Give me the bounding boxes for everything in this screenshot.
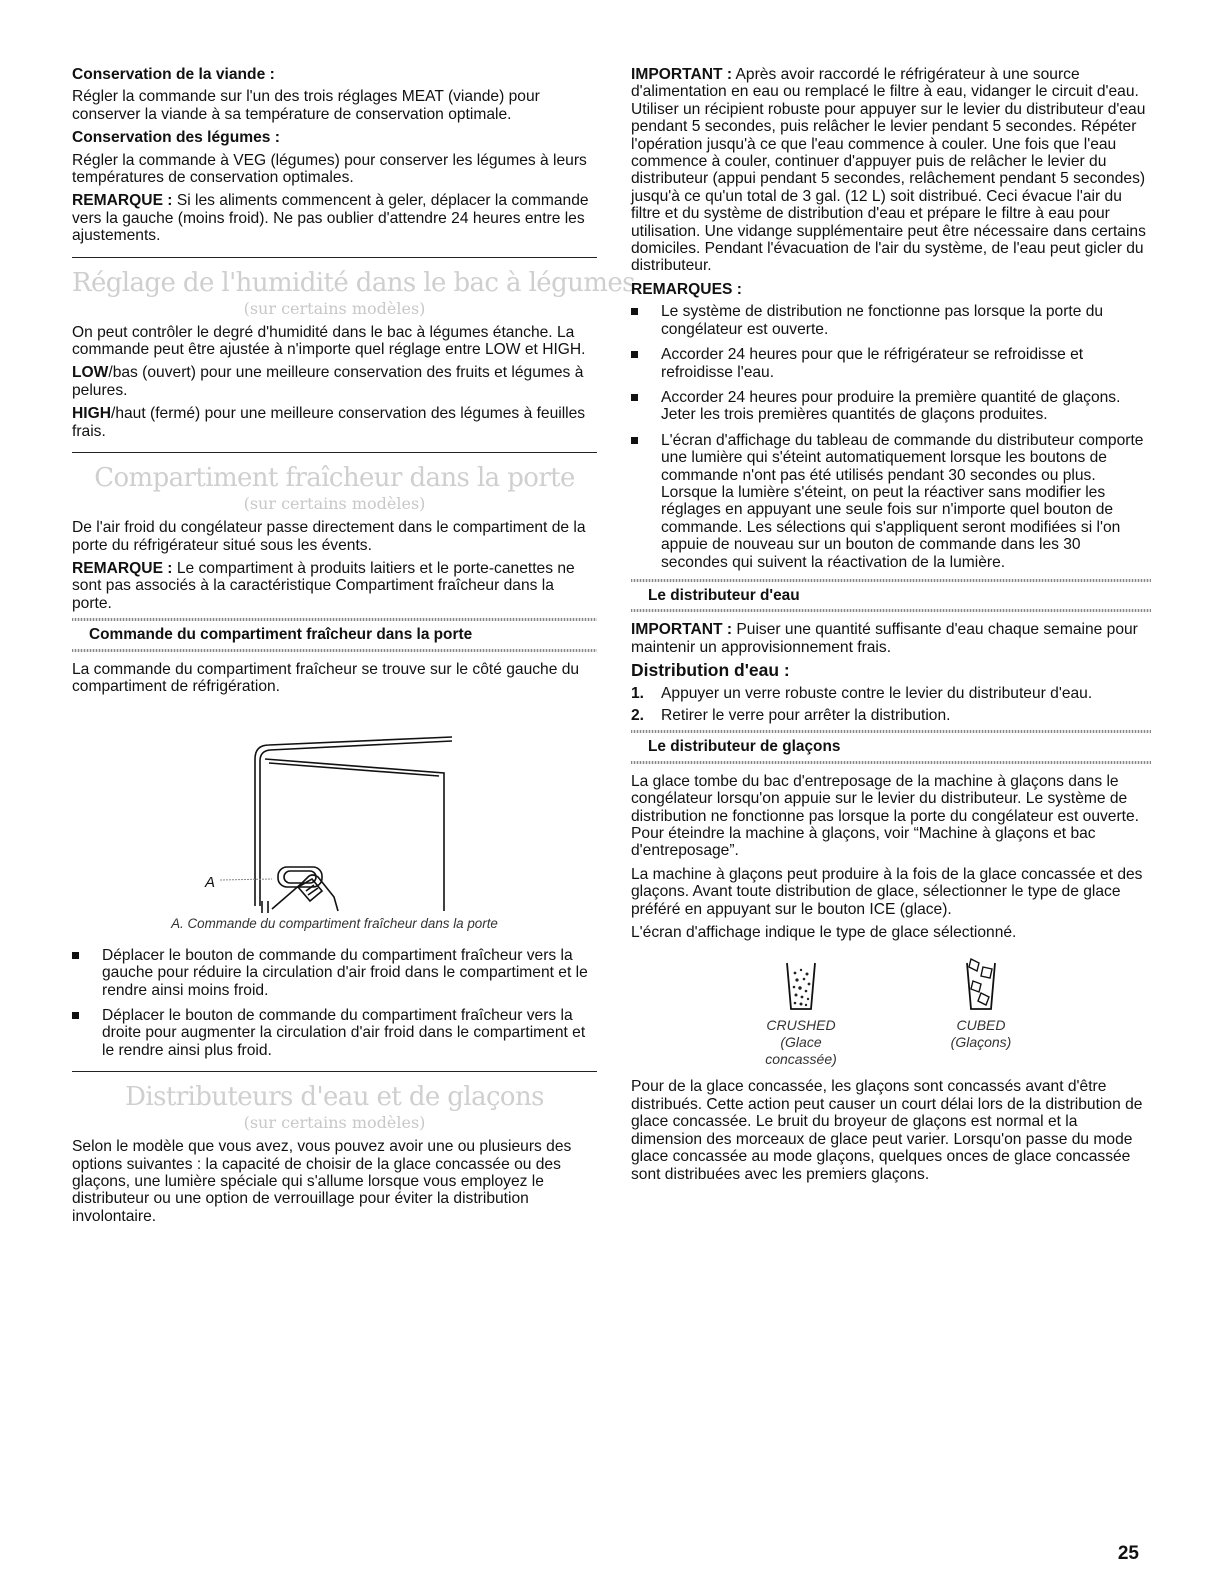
door-fresh-control-box (72, 618, 597, 651)
figure-caption: A. Commande du compartiment fraîcheur dans la porte (171, 916, 498, 932)
door-fresh-note-text: Le compartiment à produits laitiers et le porte-canettes ne sont pas associés à la caractéristique Compartiment fraîcheur dans la porte. (72, 559, 575, 612)
section-title-humidity: Réglage de l'humidité dans le bac à légumes (72, 267, 635, 298)
bullet-square-icon (631, 308, 638, 315)
bullet-text: Le système de distribution ne fonctionne pas lorsque la porte du congélateur est ouverte. (661, 303, 1104, 338)
note-1-text: Si les aliments commencent à geler, déplacer la commande vers la gauche (moins froid). Ne pas oublier d'attendre 24 heures entre les ajustements. (72, 192, 589, 245)
list-item (631, 346, 1151, 381)
important-flush (631, 66, 1151, 275)
bullet-text: Accorder 24 heures pour que le réfrigérateur se refroidisse et refroidisse l'eau. (661, 346, 1084, 381)
crushed-label: CRUSHED (766, 1017, 836, 1034)
water-dispenser-box (631, 579, 1151, 612)
cubed-ice-option (926, 957, 1036, 1068)
door-fresh-bullets (72, 947, 597, 1059)
section-subtitle-dispensers: (sur certains modèles) (243, 1113, 426, 1133)
ice-text-4: Pour de la glace concassée, les glaçons sont concassés avant d'être distribués. Cette action peut causer un court délai lors de la distribution de glace concassée. Le bruit du broyeur de glaçons est normal et la dimension des morceaux de glace peut varier. Lorsqu'on passe du mode glace concassée au mode glaçons, quelques onces de glace concassée sont distribuées avec les premiers glaçons. (631, 1078, 1143, 1183)
water-dispenser-title: Le distributeur d'eau (648, 586, 800, 604)
list-item (631, 707, 1151, 724)
important-label: IMPORTANT : (631, 66, 733, 83)
ice-type-icons (631, 957, 1151, 1068)
section-divider (72, 452, 597, 453)
remarques-title: REMARQUES : (631, 280, 742, 298)
list-item (72, 947, 597, 999)
fridge-compartment-illustration (72, 701, 597, 913)
list-item (72, 1007, 597, 1059)
high-label: HIGH (72, 405, 111, 423)
ice-dispenser-box (631, 730, 1151, 763)
cubed-ice-icon (961, 957, 1001, 1013)
hatch-rule (72, 649, 597, 652)
water-steps (631, 685, 1151, 725)
page-number: 25 (1117, 1543, 1139, 1564)
water-dispensing-title: Distribution d'eau : (631, 660, 790, 681)
ice-text-2: La machine à glaçons peut produire à la fois de la glace concassée et des glaçons. Avant toute distribution de glace, sélectionner le type de glace préféré en appuyant sur le bouton ICE (glace). (631, 865, 1143, 918)
door-fresh-note-label: REMARQUE : (72, 559, 173, 577)
high-desc: /haut (fermé) pour une meilleure conservation des légumes à feuilles frais. (72, 405, 586, 440)
section-title-door-fresh: Compartiment fraîcheur dans la porte (94, 463, 575, 494)
veg-text: Régler la commande à VEG (légumes) pour conserver les légumes à leurs températures de conservation optimales. (72, 151, 587, 187)
low-text (72, 364, 597, 399)
section-title-dispensers: Distributeurs d'eau et de glaçons (125, 1082, 544, 1113)
door-fresh-control-text: La commande du compartiment fraîcheur se trouve sur le côté gauche du compartiment de réfrigération. (72, 660, 580, 695)
bullet-square-icon (72, 952, 79, 959)
hatch-rule (631, 609, 1151, 612)
door-fresh-control-title: Commande du compartiment fraîcheur dans la porte (89, 626, 473, 644)
door-fresh-text: De l'air froid du congélateur passe directement dans le compartiment de la porte du réfrigérateur situé sous les évents. (72, 519, 586, 554)
list-item (631, 303, 1151, 338)
crushed-sublabel: (Glace concassée) (765, 1034, 837, 1068)
crushed-ice-option (746, 957, 856, 1068)
figure-label-a: A (204, 874, 215, 892)
important-text: Puiser une quantité suffisante d'eau chaque semaine pour maintenir un approvisionnement frais. (631, 621, 1138, 656)
section-subtitle-door-fresh: (sur certains modèles) (243, 494, 426, 514)
crushed-ice-icon (781, 957, 821, 1013)
low-desc: /bas (ouvert) pour une meilleure conservation des fruits et légumes à pelures. (72, 364, 584, 399)
dispensers-text: Selon le modèle que vous avez, vous pouvez avoir une ou plusieurs des options suivantes : la capacité de choisir de la glace concassée ou des glaçons, une lumière spéciale qui s'allume lorsque vous employez le distributeur ou une option de verrouillage pour éviter la distribution involontaire. (72, 1138, 572, 1225)
veg-title: Conservation des légumes : (72, 129, 280, 147)
high-text (72, 405, 597, 440)
bullet-square-icon (631, 351, 638, 358)
door-fresh-note (72, 560, 597, 612)
section-subtitle-humidity: (sur certains modèles) (243, 298, 426, 318)
bullet-square-icon (72, 1012, 79, 1019)
bullet-square-icon (631, 394, 638, 401)
bullet-text: Déplacer le bouton de commande du compartiment fraîcheur vers la droite pour augmenter la circulation d'air froid dans le compartiment et le rendre ainsi plus froid. (102, 1006, 586, 1059)
hatch-rule (631, 761, 1151, 764)
list-item (631, 389, 1151, 424)
bullet-text: Déplacer le bouton de commande du compartiment fraîcheur vers la gauche pour réduire la circulation d'air froid dans le compartiment et le rendre ainsi moins froid. (102, 946, 588, 999)
section-divider (72, 257, 597, 258)
important-text: Après avoir raccordé le réfrigérateur à une source d'alimentation en eau ou remplacé le filtre à eau, vidanger le circuit d'eau. Utiliser un récipient robuste pour appuyer sur le levier du distributeur d'eau pendant 5 secondes, puis relâcher le levier pendant 5 secondes. Répéter l'opération jusqu'à ce que l'eau commence à couler. Une fois que l'eau commence à couler, continuer d'appuyer puis de relâcher le levier du distributeur (appui pendant 5 secondes, relâchement pendant 5 secondes) jusqu'à ce qu'un total de 3 gal. (12 L) soit distribué. Ceci évacue l'air du filtre et du système de distribution d'eau et prépare le filtre à eau pour utilisation. Une vidange supplémentaire peut être nécessaire dans certains domiciles. Pendant l'évacuation de l'air du système, de l'eau peut gicler du distributeur. (631, 66, 1146, 275)
bullet-text: Accorder 24 heures pour produire la première quantité de glaçons. Jeter les trois premières quantités de glaçons produites. (661, 388, 1121, 424)
list-item (631, 685, 1151, 702)
step-number: 2. (631, 707, 645, 724)
humidity-text: On peut contrôler le degré d'humidité dans le bac à légumes étanche. La commande peut être ajustée à n'importe quel réglage entre LOW et HIGH. (72, 323, 586, 359)
remarques-list (631, 303, 1151, 571)
note-1 (72, 192, 597, 244)
door-fresh-figure (72, 701, 597, 913)
step-text: Retirer le verre pour arrêter la distribution. (661, 707, 951, 724)
section-divider (72, 1071, 597, 1072)
left-column (72, 66, 635, 1231)
important-label: IMPORTANT : (631, 621, 733, 639)
bullet-square-icon (631, 437, 638, 444)
cubed-sublabel: (Glaçons) (950, 1034, 1012, 1051)
cubed-label: CUBED (956, 1017, 1006, 1034)
list-item (631, 432, 1151, 571)
ice-text-1: La glace tombe du bac d'entreposage de la machine à glaçons dans le congélateur lorsqu'on appuie sur le levier du distributeur. Le système de distribution ne fonctionne pas lorsque la porte du congélateur est ouverte. Pour éteindre la machine à glaçons, voir “Machine à glaçons et bac d'entreposage”. (631, 772, 1139, 860)
ice-dispenser-title: Le distributeur de glaçons (648, 738, 841, 756)
important-weekly (631, 621, 1151, 656)
meat-text: Régler la commande sur l'un des trois réglages MEAT (viande) pour conserver la viande à sa température de conservation optimale. (72, 88, 540, 123)
ice-text-3: L'écran d'affichage indique le type de glace sélectionné. (631, 924, 1017, 942)
right-column (631, 66, 1151, 1189)
step-text: Appuyer un verre robuste contre le levier du distributeur d'eau. (661, 684, 1093, 702)
meat-title: Conservation de la viande : (72, 66, 275, 83)
note-1-label: REMARQUE : (72, 192, 173, 210)
bullet-text: L'écran d'affichage du tableau de commande du distributeur comporte une lumière qui s'éteint automatiquement lorsque les boutons de commande n'ont pas été utilisés pendant 30 secondes ou plus. Lorsque la lumière s'éteint, on peut la réactiver sans modifier les réglages en appuyant une seule fois sur n'importe quel bouton de commande. Les sélections qui s'appliquent seront modifiées si l'on appuie de nouveau sur un bouton de commande dans les 30 secondes qui suivent la réactivation de la lumière. (661, 431, 1144, 571)
step-number: 1. (631, 684, 645, 702)
low-label: LOW (72, 364, 109, 382)
